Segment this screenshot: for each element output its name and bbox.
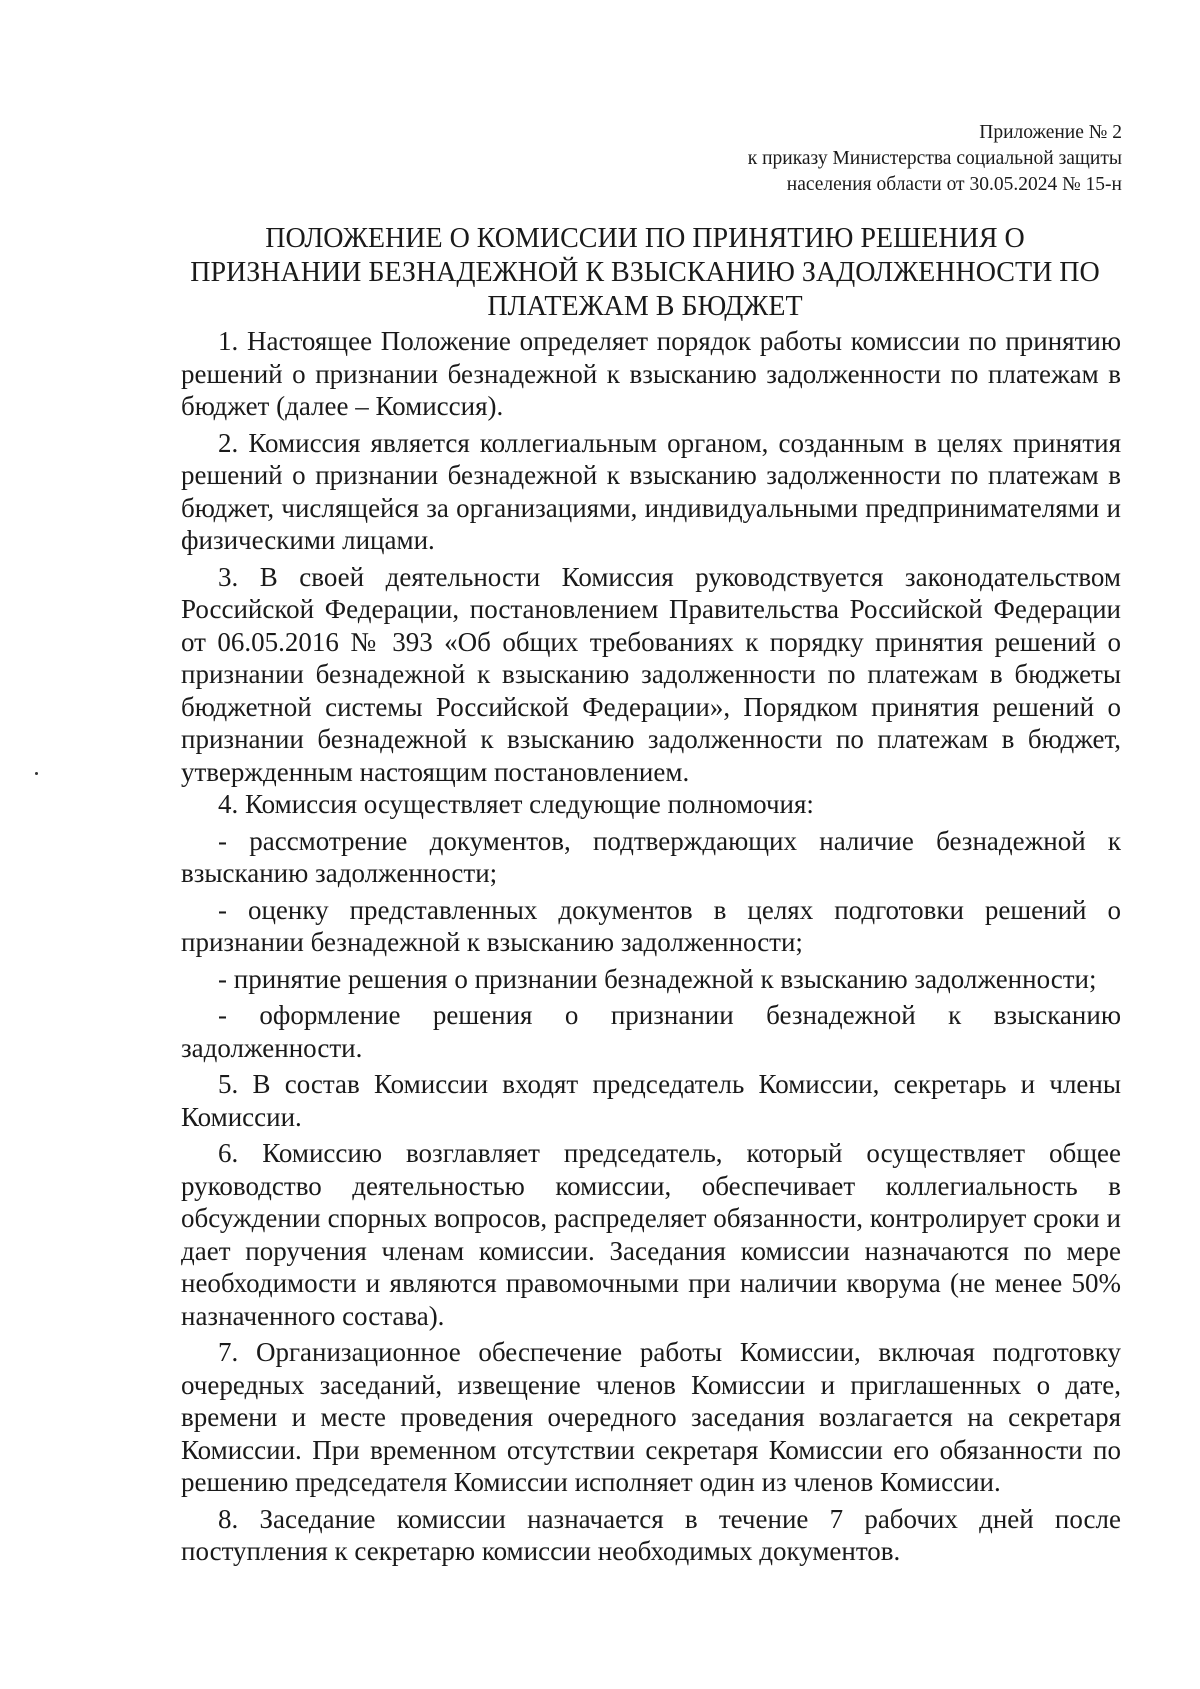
paragraph-3: 3. В своей деятельности Комиссия руководствуется законодательством Российской Федерации, постановлением Правительства Российской Федерации от 06.05.2016 № 393 «Об общих требованиях к порядку принятия решений о признании безнадежной к взысканию задолженности по платежам в бюджеты бюджетной системы Российской Федерации», Порядком принятия решений о признании безнадежной к взысканию задолженности по платежам в бюджет, утвержденным настоящим постановлением.: [181, 561, 1121, 787]
paragraph-4: 4. Комиссия осуществляет следующие полномочия:: [218, 789, 814, 819]
appendix-header: [748, 120, 1122, 198]
list-item-assessment: - оценку представленных документов в целях подготовки решений о признании безнадежной к взысканию задолженности;: [181, 894, 1121, 957]
paragraph-7: 7. Организационное обеспечение работы Комиссии, включая подготовку очередных заседаний, извещение членов Комиссии и приглашенных о дате, времени и месте проведения очередного заседания возлагается на секретаря Комиссии. При временном отсутствии секретаря Комиссии его обязанности по решению председателя Комиссии исполняет один из членов Комиссии.: [181, 1337, 1121, 1497]
title-line: ПРИЗНАНИИ БЕЗНАДЕЖНОЙ К ВЗЫСКАНИЮ ЗАДОЛЖЕННОСТИ ПО: [190, 257, 1100, 288]
document-title: [150, 222, 1140, 324]
appendix-order-ref: к приказу Министерства социальной защиты: [747, 148, 1122, 169]
paragraph-5: 5. В состав Комиссии входят председатель Комиссии, секретарь и члены Комиссии.: [181, 1069, 1121, 1132]
appendix-order-date: населения области от 30.05.2024 № 15-н: [786, 174, 1122, 195]
paragraph-6: 6. Комиссию возглавляет председатель, который осуществляет общее руководство деятельностью комиссии, обеспечивает коллегиальность в обсуждении спорных вопросов, распределяет обязанности, контролирует сроки и дает поручения членам комиссии. Заседания комиссии назначаются по мере необходимости и являются правомочными при наличии кворума (не менее 50% назначенного состава).: [181, 1138, 1121, 1331]
paragraph-1: 1. Настоящее Положение определяет порядок работы комиссии по принятию решений о признании безнадежной к взысканию задолженности по платежам в бюджет (далее – Комиссия).: [181, 326, 1121, 421]
scan-speck: [35, 772, 38, 775]
appendix-number: Приложение № 2: [979, 122, 1122, 143]
title-line: ПОЛОЖЕНИЕ О КОМИССИИ ПО ПРИНЯТИЮ РЕШЕНИЯ О: [265, 223, 1025, 254]
list-item-review: - рассмотрение документов, подтверждающих наличие безнадежной к взысканию задолженности;: [181, 825, 1121, 888]
paragraph-2: 2. Комиссия является коллегиальным органом, созданным в целях принятия решений о признании безнадежной к взысканию задолженности по платежам в бюджет, числящейся за организациями, индивидуальными предпринимателями и физическими лицами.: [181, 427, 1121, 555]
list-item-decision: - принятие решения о признании безнадежной к взысканию задолженности;: [218, 963, 1097, 994]
title-line: ПЛАТЕЖАМ В БЮДЖЕТ: [487, 291, 803, 322]
paragraph-8: 8. Заседание комиссии назначается в течение 7 рабочих дней после поступления к секретарю комиссии необходимых документов.: [181, 1503, 1121, 1566]
list-item-formalization: - оформление решения о признании безнадежной к взысканию задолженности.: [181, 1000, 1121, 1063]
document-body: [181, 325, 1121, 1568]
